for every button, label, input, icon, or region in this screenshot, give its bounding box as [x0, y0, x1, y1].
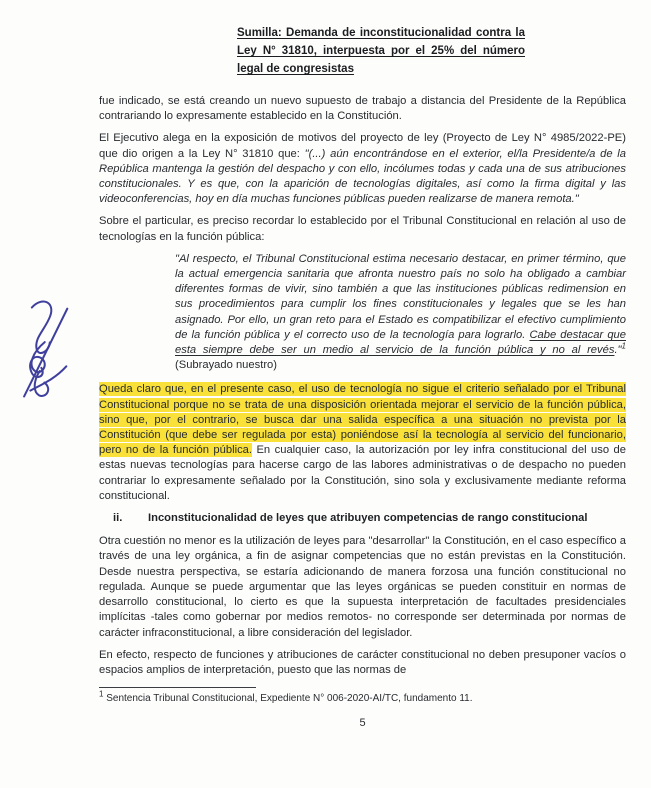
- sumilla-header: Sumilla: Demanda de inconstitucionalidad contra la Ley N° 31810, interpuesta por el 25% del número legal de congresistas: [237, 27, 525, 75]
- paragraph-queda-claro: [99, 382, 626, 504]
- quote-annotation: (Subrayado nuestro): [175, 359, 277, 372]
- quote-closing: .": [614, 344, 622, 357]
- footnote: [99, 689, 626, 705]
- footnote-reference: 1: [621, 341, 626, 351]
- page-number: 5: [359, 717, 366, 730]
- handwritten-signature: [6, 290, 86, 412]
- document-body: [99, 94, 626, 731]
- paragraph-ejecutivo-quote: "(...) aún encontrándose en el exterior, el/la Presidente/a de la República mantenga la gestión del despacho y con ello, incólumes todas y cada una de sus atribuciones constitucionales. Y es que, con la aparición de tecnologías digitales, así como la firma digital y las videoconferencias, hoy en día muchas funciones públicas pueden realizarse de manera remota.": [99, 147, 627, 206]
- paragraph-otra-cuestion: Otra cuestión no menor es la utilización de leyes para "desarrollar" la Constitución, en el caso específico a través de una ley orgánica, a fin de asignar competencias que no están previstas en la Constitución. Desde nuestra perspectiva, se estaría adicionando de manera forzosa una función constitucional no regulada. Aunque se puede argumentar que las leyes orgánicas se pueden constituir en normas de desarrollo constitucional, lo cierto es que la supuesta interpretación de facultades presidenciales implícitas -tales como gobernar por medios remotos- no corresponde ser determinada por normas de carácter infraconstitucional, a libre consideración del legislador.: [99, 535, 626, 639]
- section-heading-number: ii.: [113, 512, 123, 525]
- paragraph-en-efecto: En efecto, respecto de funciones y atribuciones de carácter constitucional no deben presuponer vacíos o espacios amplios de interpretación, puesto que las normas de: [99, 648, 626, 676]
- footnote-divider: [99, 687, 256, 688]
- paragraph-ejecutivo-intro: El Ejecutivo alega en la exposición de motivos del proyecto de ley (Proyecto de Ley N° 4985/2022-PE) que dio origen a la Ley N° 31810 que:: [99, 132, 626, 160]
- highlighted-text: Queda claro que, en el presente caso, el uso de tecnología no sigue el criterio señalado por el Tribunal Constitucional porque no se trata de una disposición orientada mejorar el servicio de la función pública, sino que, por el contrario, se busca dar una salida específica a una situación no prevista por la Constitución (que debe ser regulada por esta) poniéndose así la tecnología al servicio del funcionario, pero no de la función pública.: [99, 383, 626, 457]
- footnote-text: Sentencia Tribunal Constitucional, Expediente N° 006-2020-AI/TC, fundamento 11.: [103, 693, 473, 705]
- section-heading-text: Inconstitucionalidad de leyes que atribuyen competencias de rango constitucional: [148, 512, 588, 525]
- paragraph-sobre-particular: Sobre el particular, es preciso recordar lo establecido por el Tribunal Constitucional en relación al uso de tecnologías en la función pública:: [99, 215, 626, 243]
- signature-icon: [6, 290, 86, 412]
- footnote-marker: 1: [99, 689, 104, 699]
- paragraph-queda-claro-rest: En cualquier caso, la autorización por ley infra constitucional del uso de estas nuevas tecnologías para hacerse cargo de las labores administrativas o de despacho no pueden contrariar lo expresamente señalado por la Constitución, sino sola y exclusivamente mediante reforma constitucional.: [99, 444, 626, 502]
- paragraph-ejecutivo: [99, 131, 626, 207]
- section-heading: [99, 511, 626, 526]
- tribunal-quote-block: [175, 252, 626, 374]
- quote-underlined-text: Cabe destacar que esta siempre debe ser un medio al servicio de la función pública y no al revés: [175, 328, 626, 357]
- quote-text: "Al respecto, el Tribunal Constitucional estima necesario destacar, en primer término, que la actual emergencia sanitaria que afronta nuestro país no solo ha obligado a cambiar diferentes formas de vivir, sino también a que las instituciones públicas redimension en sus procedimientos para cumplir los fines constitucionales y legales que se les han asignado. Por ello, un gran reto para el Estado es compatibilizar el efectivo cumplimiento de la función pública y el correcto uso de la tecnología para lograrlo.: [175, 252, 626, 341]
- paragraph-intro: fue indicado, se está creando un nuevo supuesto de trabajo a distancia del Presidente de la República contrariando lo expresamente establecido en la Constitución.: [99, 95, 626, 123]
